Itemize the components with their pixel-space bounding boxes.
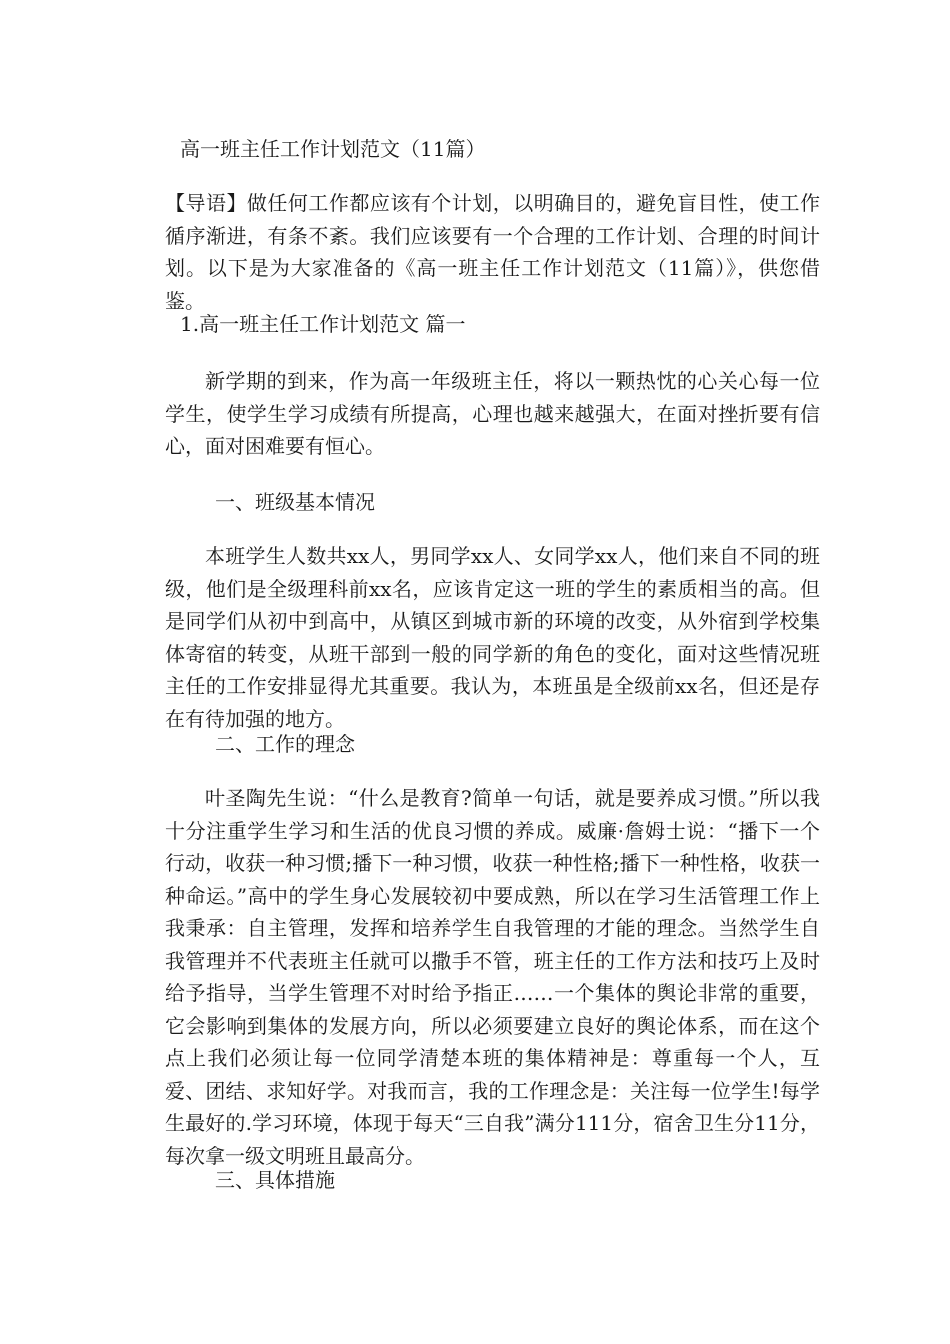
- subheading-3: 三、具体措施: [215, 1168, 335, 1192]
- intro-paragraph: 【导语】做任何工作都应该有个计划，以明确目的，避免盲目性，使工作循序渐进，有条不紊。我们应该要有一个合理的工作计划、合理的时间计划。以下是为大家准备的《高一班主任工作计划范文（11篇）》，供您借鉴。: [165, 191, 820, 313]
- body-paragraph-2: 本班学生人数共xx人，男同学xx人、女同学xx人，他们来自不同的班级，他们是全级理科前xx名，应该肯定这一班的学生的素质相当的高。但是同学们从初中到高中，从镇区到城市新的环境的改变，从外宿到学校集体寄宿的转变，从班干部到一般的同学新的角色的变化，面对这些情况班主任的工作安排显得尤其重要。我认为，本班虽是全级前xx名，但还是存在有待加强的地方。: [165, 544, 820, 731]
- section-heading: 1.高一班主任工作计划范文 篇一: [180, 312, 466, 336]
- subheading-2: 二、工作的理念: [215, 732, 355, 756]
- subheading-1: 一、班级基本情况: [215, 490, 375, 514]
- document-title: 高一班主任工作计划范文（11篇）: [180, 137, 486, 161]
- body-paragraph-1: 新学期的到来，作为高一年级班主任，将以一颗热忱的心关心每一位学生，使学生学习成绩有所提高，心理也越来越强大，在面对挫折要有信心，面对困难要有恒心。: [165, 369, 820, 458]
- body-paragraph-3: 叶圣陶先生说：“什么是教育?简单一句话，就是要养成习惯。”所以我十分注重学生学习和生活的优良习惯的养成。威廉·詹姆士说：“播下一个行动，收获一种习惯;播下一种习惯，收获一种性格;播下一种性格，收获一种命运。”高中的学生身心发展较初中要成熟，所以在学习生活管理工作上我秉承：自主管理，发挥和培养学生自我管理的才能的理念。当然学生自我管理并不代表班主任就可以撒手不管，班主任的工作方法和技巧上及时给予指导，当学生管理不对时给予指正……一个集体的舆论非常的重要，它会影响到集体的发展方向，所以必须要建立良好的舆论体系，而在这个点上我们必须让每一位同学清楚本班的集体精神是：尊重每一个人，互爱、团结、求知好学。对我而言，我的工作理念是：关注每一位学生!每学生最好的.学习环境，体现于每天“三自我”满分111分，宿舍卫生分11分，每次拿一级文明班且最高分。: [165, 786, 820, 1168]
